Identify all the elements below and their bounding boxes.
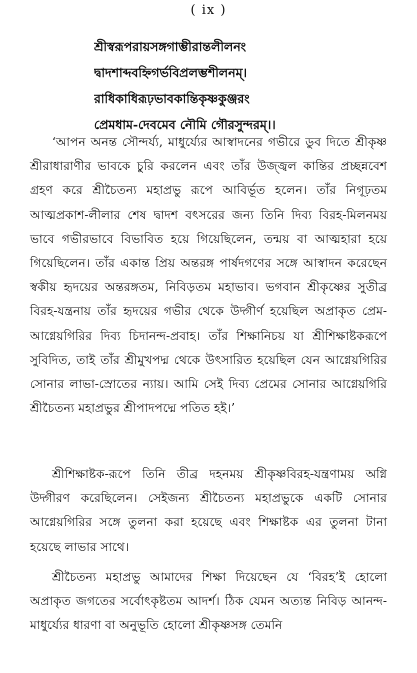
paragraph-shikshashtaka: শ্রীশিক্ষাষ্টক-রূপে তিনি তীব্র দহনময় শ্রীকৃষ্ণবিরহ-যন্ত্রণাময় অগ্নি উদ্গীরণ করেছিলেন। সেইজন্য শ্রীচৈতন্য মহাপ্রভুকে একটি সোনার আগ্নেয়গিরির সঙ্গে তুলনা করা হয়েছে এবং শিক্ষাষ্টক এর তুলনা টানা হয়েছে লাভার সাথে। [30, 467, 387, 554]
paragraph-viraha: শ্রীচৈতন্য মহাপ্রভু আমাদের শিক্ষা দিয়েছেন যে ‘বিরহ’ই হোলো অপ্রাকৃত জগতের সর্বোৎকৃষ্টতম আদর্শ। ঠিক যেমন অত্যন্ত নিবিড় আনন্দ-মাধুর্য্যের ধারণা বা অনুভূতি হোলো শ্রীকৃষ্ণসঙ্গ তেমনি [30, 570, 387, 633]
verse-line-2: দ্বাদশাব্দবহ্নিগর্ভবিপ্রলম্ভশীলনম্‌। [94, 65, 247, 80]
page-number: ( ix ) [190, 3, 227, 18]
paragraph-translation: ‘আপন অনন্ত সৌন্দর্য্য, মাধুর্য্যের আস্বাদনের গভীরে ডুব দিতে শ্রীকৃষ্ণ শ্রীরাধারাণীর ভাবকে চুরি করলেন এবং তাঁর উজ্জ্বল কান্তির প্রচ্ছন্নবেশ গ্রহণ করে শ্রীচৈতন্য মহাপ্রভু রূপে আবির্ভূত হলেন। তাঁর নিগূঢ়তম আত্মপ্রকাশ-লীলার শেষ দ্বাদশ বৎসরের জন্য তিনি দিব্য বিরহ-মিলনময় ভাবে গভীরভাবে বিভাবিত হয়ে গিয়েছিলেন, তন্ময় বা আত্মহারা হয়ে গিয়েছিলেন। তাঁর একান্ত প্রিয় অন্তরঙ্গ পার্ষদগণের সঙ্গে আস্বাদন করেছেন স্বকীয় হৃদয়ের অন্তরঙ্গতম, নিবিড়তম মহাভাব। ভগবান শ্রীকৃষ্ণের সুতীব্র বিরহ-যন্ত্রনায় তাঁর হৃদয়ের গভীর থেকে উদ্গীর্ণ হয়েছিল অপ্রাকৃত প্রেম-আগ্নেয়গিরির দিব্য চিদানন্দ-প্রবাহ। তাঁর শিক্ষানিচয় যা শ্রীশিক্ষাষ্টকরূপে সুবিদিত, তাই তাঁর শ্রীমুখপদ্ম থেকে উৎসারিত হয়েছিল যেন আগ্নেয়গিরির সোনার লাভা-স্রোতের ন্যায়। আমি সেই দিব্য প্রেমের সোনার আগ্নেয়গিরি শ্রীচৈতন্য মহাপ্রভুর শ্রীপাদপদ্মে পতিত হই।’ [30, 135, 387, 416]
sanskrit-verse [94, 34, 414, 138]
verse-line-4: প্রেমধাম-দেবমেব নৌমি গৌরসুন্দরম্‌।। [94, 117, 276, 132]
verse-line-1: শ্রীস্বরূপরায়সঙ্গগাম্ভীরান্তলীলনং [94, 39, 247, 54]
verse-line-3: রাধিকাধিরূঢ়ভাবকান্তিকৃষ্ণকুঞ্জরং [94, 91, 250, 106]
